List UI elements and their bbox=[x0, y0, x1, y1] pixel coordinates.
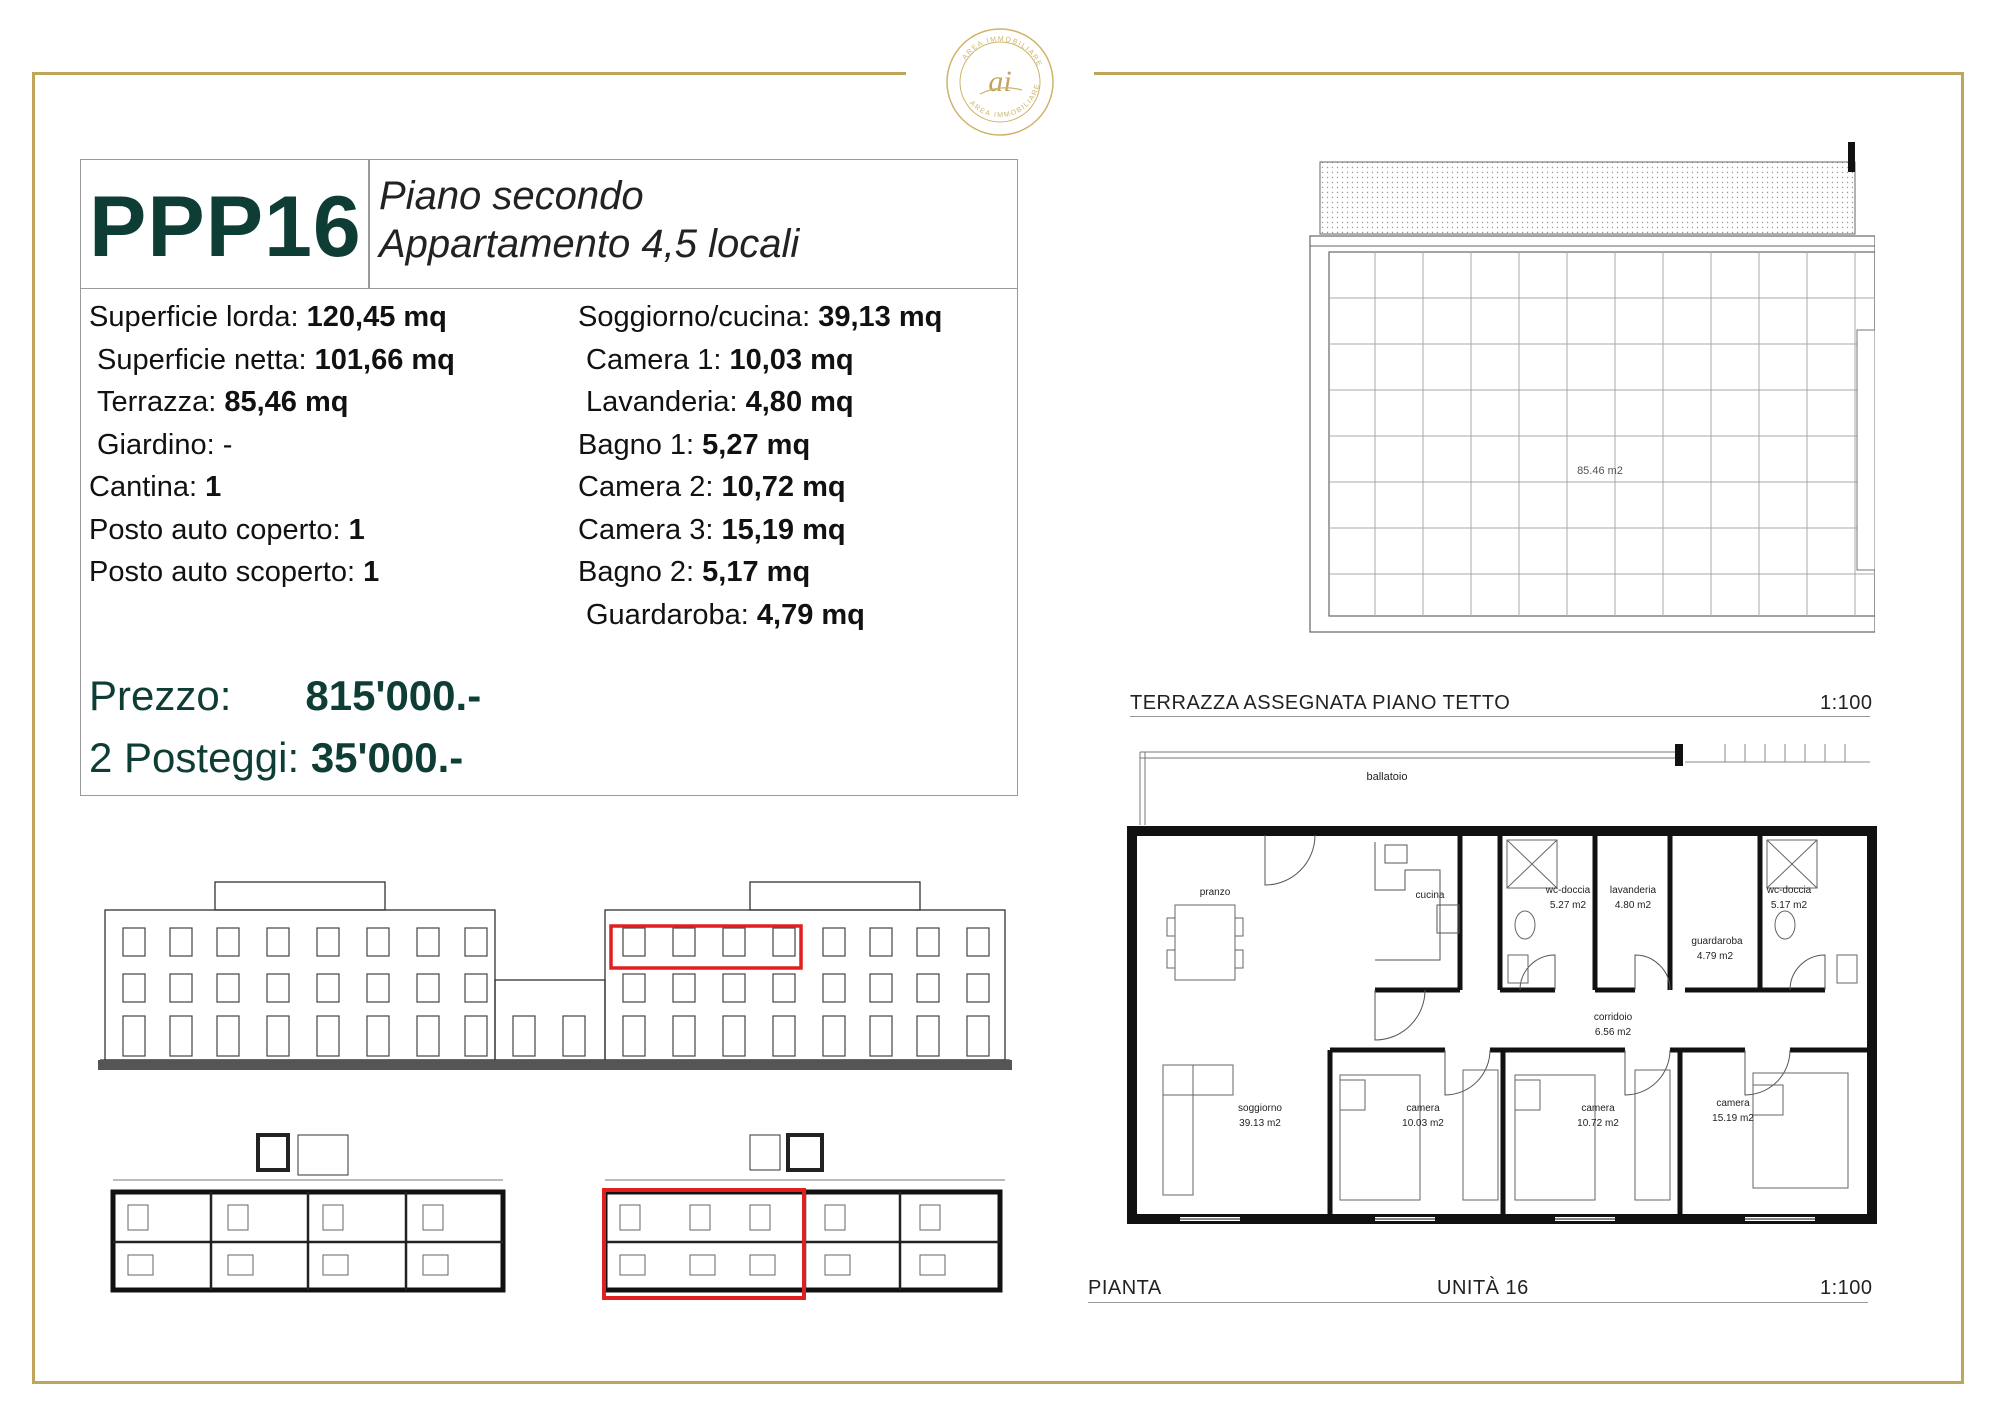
unit-type: Appartamento 4,5 locali bbox=[379, 222, 800, 266]
room-label-wc-doccia-1: wc-doccia bbox=[1545, 885, 1591, 896]
unit-floor: Piano secondo bbox=[379, 174, 644, 218]
room-row: Camera 3: 15,19 mq bbox=[578, 513, 846, 546]
room-area-wc-doccia-1: 5.27 m2 bbox=[1549, 900, 1587, 911]
room-label-guardaroba: guardaroba bbox=[1691, 936, 1743, 947]
logo-initials: ai bbox=[988, 65, 1012, 98]
spec-row: Giardino: - bbox=[97, 428, 233, 461]
room-area-camera-3: 15.19 m2 bbox=[1712, 1113, 1754, 1124]
floor-overview-right bbox=[600, 1130, 1010, 1305]
room-specs bbox=[578, 296, 942, 636]
plan-scale: 1:100 bbox=[1820, 1277, 1873, 1299]
price-label: Prezzo: bbox=[89, 672, 232, 719]
room-label-lavanderia: lavanderia bbox=[1609, 885, 1657, 896]
agency-logo bbox=[942, 24, 1058, 140]
room-area-camera-1: 10.03 m2 bbox=[1402, 1118, 1444, 1129]
room-row: Bagno 2: 5,17 mq bbox=[578, 556, 811, 588]
room-label-soggiorno: soggiorno bbox=[1238, 1103, 1282, 1114]
unit-floor-plan bbox=[1125, 740, 1885, 1240]
spec-row: Superficie netta: 101,66 mq bbox=[97, 343, 455, 376]
plan-caption-left: PIANTA bbox=[1088, 1277, 1162, 1299]
room-label-camera-2: camera bbox=[1581, 1103, 1615, 1114]
parking-label: 2 Posteggi: bbox=[89, 734, 300, 781]
room-label-cucina: cucina bbox=[1415, 890, 1445, 901]
price-line bbox=[89, 672, 481, 720]
price-value: 815'000.- bbox=[305, 672, 482, 719]
room-row: Camera 1: 10,03 mq bbox=[586, 343, 854, 376]
room-area-wc-doccia-2: 5.17 m2 bbox=[1770, 900, 1808, 911]
parking-price-line bbox=[89, 734, 463, 782]
room-row: Lavanderia: 4,80 mq bbox=[586, 386, 854, 418]
room-area-guardaroba: 4.79 m2 bbox=[1696, 951, 1734, 962]
room-area-corridoio: 6.56 m2 bbox=[1594, 1027, 1632, 1038]
room-row: Camera 2: 10,72 mq bbox=[578, 471, 846, 503]
terrace-caption-line bbox=[1130, 716, 1870, 717]
parking-value: 35'000.- bbox=[310, 734, 464, 781]
room-label-ballatoio: ballatoio bbox=[1366, 771, 1408, 783]
room-label-camera-1: camera bbox=[1406, 1103, 1440, 1114]
spec-row: Cantina: 1 bbox=[89, 471, 222, 503]
logo-ring-text-top: AREA IMMOBILIARE bbox=[961, 35, 1043, 69]
room-area-lavanderia: 4.80 m2 bbox=[1614, 900, 1652, 911]
plan-caption-line bbox=[1088, 1302, 1868, 1303]
terrace-caption: TERRAZZA ASSEGNATA PIANO TETTO bbox=[1130, 692, 1511, 714]
room-label-pranzo: pranzo bbox=[1199, 887, 1231, 898]
floor-overview-left bbox=[108, 1130, 508, 1300]
spec-row: Terrazza: 85,46 mq bbox=[97, 386, 349, 418]
general-specs bbox=[89, 296, 455, 594]
room-row: Soggiorno/cucina: 39,13 mq bbox=[578, 301, 943, 333]
logo-ring-text-bottom: AREA IMMOBILIARE bbox=[968, 82, 1042, 120]
spec-row: Superficie lorda: 120,45 mq bbox=[89, 301, 447, 333]
header-divider bbox=[368, 160, 370, 288]
room-area-camera-2: 10.72 m2 bbox=[1577, 1118, 1619, 1129]
room-row: Bagno 1: 5,27 mq bbox=[578, 428, 811, 461]
room-label-corridoio: corridoio bbox=[1593, 1012, 1633, 1023]
unit-highlight-floor bbox=[604, 1190, 804, 1298]
svg-text:AREA IMMOBILIARE bbox=[961, 36, 1043, 68]
unit-info-box bbox=[80, 159, 1018, 796]
plan-caption-center: UNITÀ 16 bbox=[1437, 1277, 1529, 1299]
unit-code: PPP16 bbox=[89, 179, 362, 275]
room-area-soggiorno: 39.13 m2 bbox=[1239, 1118, 1281, 1129]
spec-row: Posto auto scoperto: 1 bbox=[89, 556, 380, 588]
building-elevation bbox=[95, 870, 1015, 1070]
unit-subtitle bbox=[379, 172, 799, 268]
terrace-scale: 1:100 bbox=[1820, 692, 1873, 714]
unit-header bbox=[81, 160, 1017, 289]
terrace-area-label: 85.46 m2 bbox=[1577, 465, 1623, 477]
room-label-camera-3: camera bbox=[1716, 1098, 1750, 1109]
room-row: Guardaroba: 4,79 mq bbox=[586, 598, 865, 631]
room-label-wc-doccia-2: wc-doccia bbox=[1766, 885, 1812, 896]
spec-row: Posto auto coperto: 1 bbox=[89, 513, 365, 546]
terrace-plan bbox=[1305, 140, 1875, 640]
